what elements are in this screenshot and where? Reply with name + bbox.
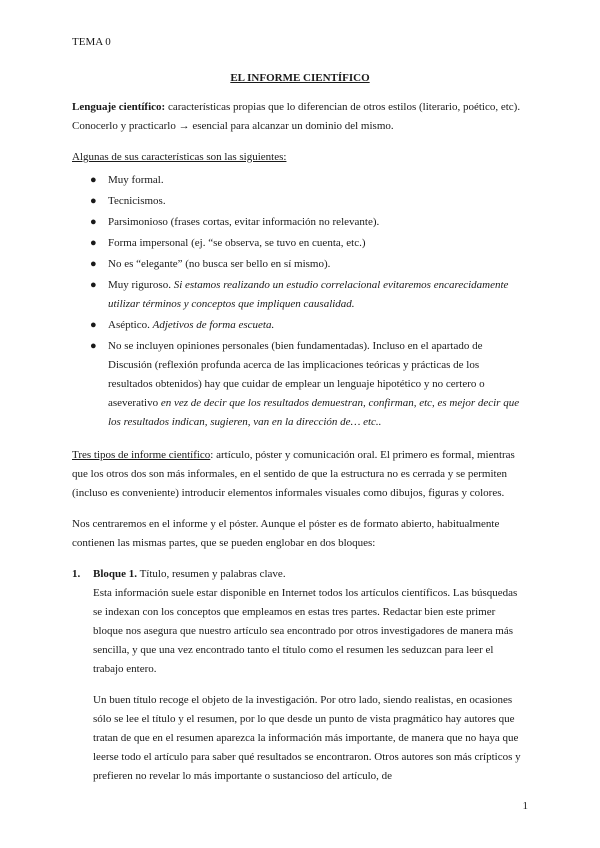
page-number: 1 [522,800,528,812]
list-item-text: Aséptico. [108,319,153,331]
list-item-text: Tecnicismos. [108,195,166,207]
list-item-example: en vez de decir que los resultados demuestran, confirman, etc, es mejor decir que los resultados indican, sugieren, van en la dirección de… etc.. [108,397,520,428]
bullet-icon: ● [90,319,97,331]
list-item-text: No se incluyen opiniones personales (bien fundamentadas). Incluso en el apartado de Discusión (reflexión profunda acerca de las implicaciones teóricas y prácticas de los resultados obtenidos) hay que cuidar de emplear un lenguaje hipotético y no certero o aseverativo [108,340,485,409]
document-body [72,98,524,786]
block-paragraph-2: Un buen título recoge el objeto de la investigación. Por otro lado, siendo realistas, en ocasiones sólo se lee el título y el resumen, por lo que desde un punto de vista pragmático hay autores que tratan de que en el resumen aparezca la información más importante, de manera que no haya que leerse todo el artículo para saber qué resultados se encontraron. Otros autores son más crípticos y prefieren no revelar lo más importante o sustancioso del artículo, de [93,694,521,782]
list-item [72,171,524,190]
characteristics-list [72,171,524,335]
list-item [72,234,524,253]
blocks-list [72,565,524,786]
bullet-icon: ● [90,216,97,228]
list-item [72,192,524,211]
bullet-icon: ● [90,258,97,270]
document-title: EL INFORME CIENTÍFICO [230,72,370,84]
list-item-text: Forma impersonal (ej. “se observa, se tuvo en cuenta, etc.) [108,237,366,249]
list-item [72,276,524,314]
bullet-icon: ● [90,195,97,207]
list-item [72,255,524,274]
bullet-icon: ● [90,174,97,186]
list-item [72,316,524,335]
list-item-text: Muy formal. [108,174,164,186]
block-title [93,565,524,584]
list-item-text: Parsimonioso (frases cortas, evitar información no relevante). [108,216,380,228]
intro-paragraph [72,98,524,136]
intro-term: Lenguaje científico: [72,101,166,113]
types-text: : artículo, póster y comunicación oral. El primero es formal, mientras que los otros dos son más informales, en el sentido de que la estructura no es cerrada y se permiten (incluso es conveniente) introducir elementos informales visuales como dibujos, figuras y colores. [72,449,515,499]
block-label: Bloque 1. [93,568,138,580]
characteristics-last-list [72,337,524,432]
bullet-icon: ● [90,279,97,291]
list-item-text: Muy riguroso. [108,279,174,291]
focus-paragraph: Nos centraremos en el informe y el póster. Aunque el póster es de formato abierto, habitualmente contienen las mismas partes, que se pueden englobar en dos bloques: [72,518,500,549]
block-paragraph-1: Esta información suele estar disponible en Internet todos los artículos científicos. Las búsquedas se indexan con los conceptos que empleamos en estas tres partes. Redactar bien este primer bloque nos asegura que nuestro artículo sea encontrado por otros investigadores de manera más sencilla, y que una vez encontrado tanto el título como el resumen les seduzcan para leer el trabajo entero. [93,587,518,675]
block-item [72,565,524,786]
list-item-example: Adjetivos de forma escueta. [152,319,275,331]
characteristics-heading: Algunas de sus características son las siguientes: [72,151,287,163]
page-header: TEMA 0 [72,36,111,48]
list-item-text: No es “elegante” (no busca ser bello en sí mismo). [108,258,331,270]
types-paragraph [72,446,524,503]
list-item-example: Si estamos realizando un estudio correlacional evitaremos encarecidamente utilizar términos y conceptos que impliquen causalidad. [108,279,509,310]
list-item [72,213,524,232]
intro-definition: características propias que lo diferencian de otros estilos (literario, poético, etc). Conocerlo y practicarlo → esencial para alcanzar un dominio del mismo. [72,101,521,132]
types-heading: Tres tipos de informe científico [72,449,211,461]
list-item [72,337,524,432]
bullet-icon: ● [90,340,97,352]
block-number: 1. [72,568,81,580]
bullet-icon: ● [90,237,97,249]
block-subtitle: Título, resumen y palabras clave. [137,568,286,580]
